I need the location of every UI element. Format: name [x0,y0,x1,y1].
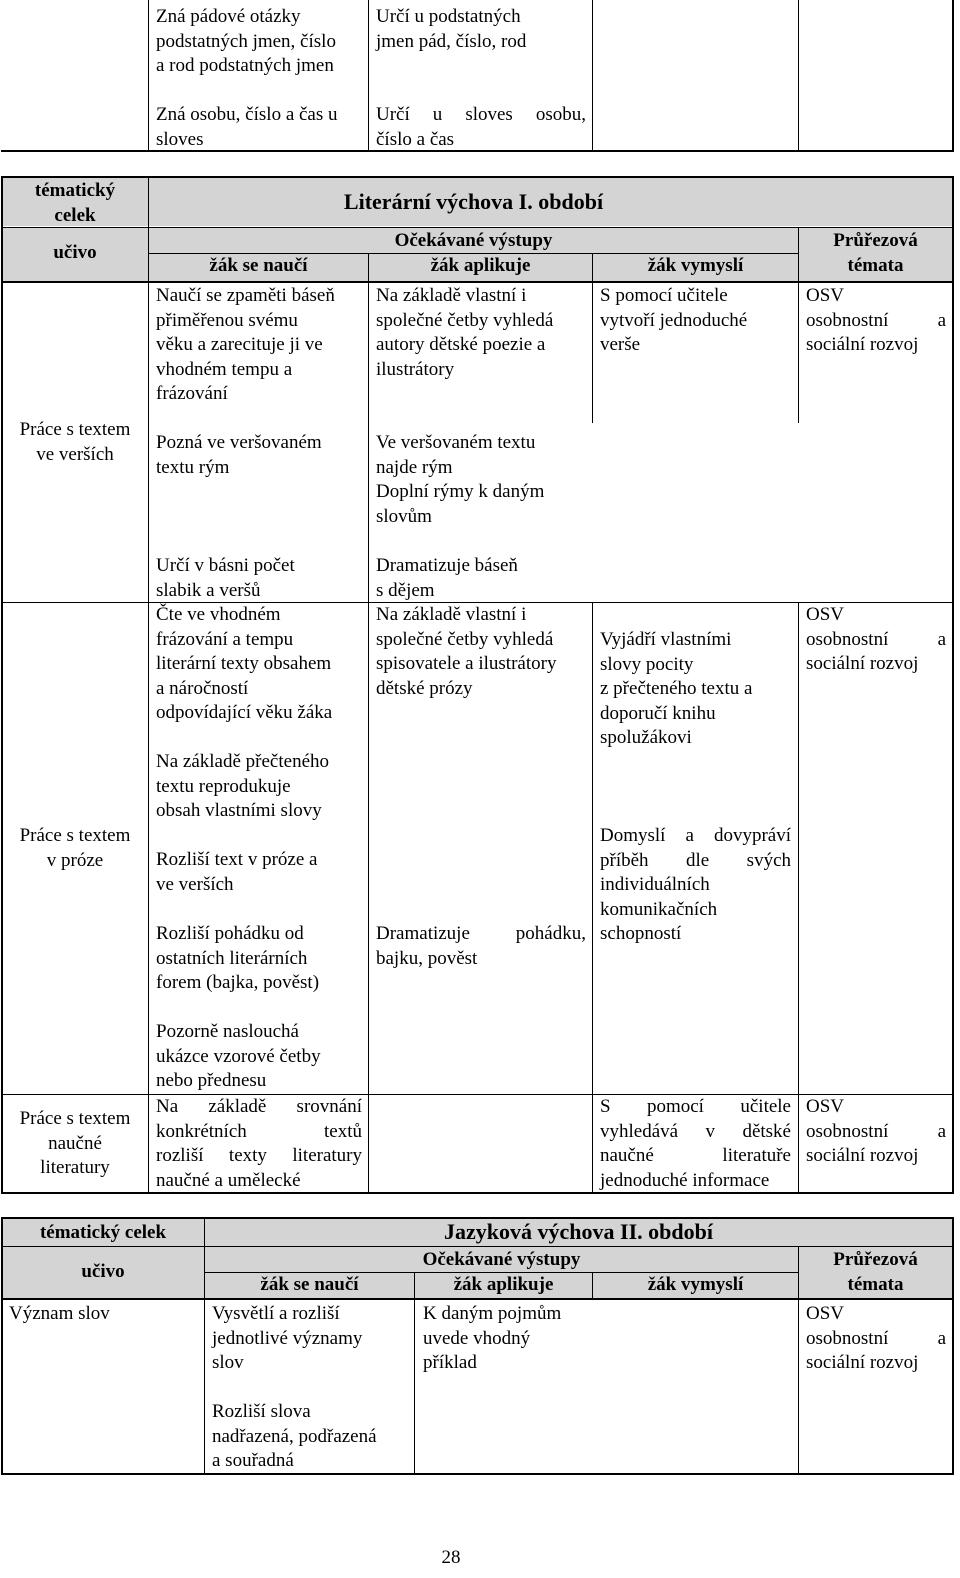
lang-header-ucivo: učivo [81,1261,125,1282]
aplikuje-item: K daným pojmům uvede vhodný příklad [423,1303,562,1374]
nauci-item: Pozorně naslouchá ukázce vzorové četby nebo přednesu [156,1021,321,1092]
aplikuje-item: Na základě vlastní i společné četby vyhledá spisovatele a ilustrátory dětské prózy [376,604,557,699]
ucivo-vyznam-slov: Význam slov [9,1303,110,1324]
nauci-item: Pozná ve veršovaném textu rým [156,432,322,478]
prurezova-osv: OSV osobnostní a sociální rozvoj [806,1303,946,1374]
vymysli-item: S pomocí učitele vyhledává v dětské naučné literatuře jednoduché informace [600,1096,791,1191]
lang-section-title: Jazyková výchova II. období [444,1219,713,1244]
header-ocekavane-vystupy: Očekávané výstupy [394,230,553,251]
ucivo-naucna: Práce s textem naučné literatury [19,1108,131,1179]
aplikuje-item: Ve veršovaném textu najde rým Doplní rýmy k daným slovům [376,432,545,527]
top-row2-nauci: Zná osobu, číslo a čas u sloves [156,104,338,150]
page-number: 28 [441,1547,461,1568]
header-tematicky-celek: tématický celek [34,180,116,226]
nauci-item: Vysvětlí a rozliší jednotlivé významy slov [212,1303,363,1374]
aplikuje-item: Dramatizuje pohádku, bajku, pověst [376,923,586,969]
lang-header-zak-vymysli: žák vymyslí [647,1274,744,1295]
lang-header-tematicky-celek: tématický celek [39,1222,167,1243]
vymysli-item: S pomocí učitele vytvoří jednoduché verše [600,285,748,356]
header-ucivo: učivo [53,242,97,263]
lang-header-zak-se-nauci: žák se naučí [260,1274,359,1295]
header-zak-aplikuje: žák aplikuje [430,255,531,276]
nauci-item: Rozliší slova nadřazená, podřazená a souřadná [212,1401,377,1472]
lang-header-ocekavane-vystupy: Očekávané výstupy [422,1249,581,1270]
nauci-item: Naučí se zpaměti báseň přiměřenou svému věku a zarecituje ji ve vhodném tempu a frázování [156,285,335,405]
aplikuje-item: Na základě vlastní i společné četby vyhledá autory dětské poezie a ilustrátory [376,285,554,380]
nauci-item: Na základě srovnání konkrétních textů rozliší texty literatury naučné a umělecké [156,1096,362,1191]
header-zak-se-nauci: žák se naučí [209,255,308,276]
header-zak-vymysli: žák vymyslí [647,255,744,276]
prurezova-osv: OSV osobnostní a sociální rozvoj [806,604,946,675]
top-row1-nauci: Zná pádové otázky podstatných jmen, číslo a rod podstatných jmen [156,6,336,77]
prurezova-osv: OSV osobnostní a sociální rozvoj [806,285,946,356]
lang-header-zak-aplikuje: žák aplikuje [453,1274,554,1295]
nauci-item: Určí v básni počet slabik a veršů [156,555,295,601]
nauci-item: Na základě přečteného textu reprodukuje obsah vlastními slovy [156,751,330,822]
vymysli-item: Vyjádří vlastními slovy pocity z přečteného textu a doporučí knihu spolužákovi [600,629,753,749]
prurezova-osv: OSV osobnostní a sociální rozvoj [806,1096,946,1167]
nauci-item: Rozliší text v próze a ve verších [156,849,318,895]
aplikuje-item: Dramatizuje báseň s dějem [376,555,518,601]
ucivo-proza: Práce s textem v próze [19,825,131,871]
vymysli-item: Domyslí a dovypráví příběh dle svých individuálních komunikačních schopností [600,825,791,945]
top-row1-aplikuje: Určí u podstatných jmen pád, číslo, rod [376,6,527,52]
section-title: Literární výchova I. období [343,189,604,214]
nauci-item: Rozliší pohádku od ostatních literárních forem (bajka, pověst) [156,923,320,994]
nauci-item: Čte ve vhodném frázování a tempu literární texty obsahem a náročností odpovídající věku žáka [156,604,333,724]
header-prurezova-temata: Průřezová témata [833,230,918,276]
top-row2-aplikuje: Určí u sloves osobu, číslo a čas [376,104,586,150]
lang-header-prurezova-temata: Průřezová témata [833,1249,918,1295]
ucivo-verse: Práce s textem ve verších [19,419,131,465]
